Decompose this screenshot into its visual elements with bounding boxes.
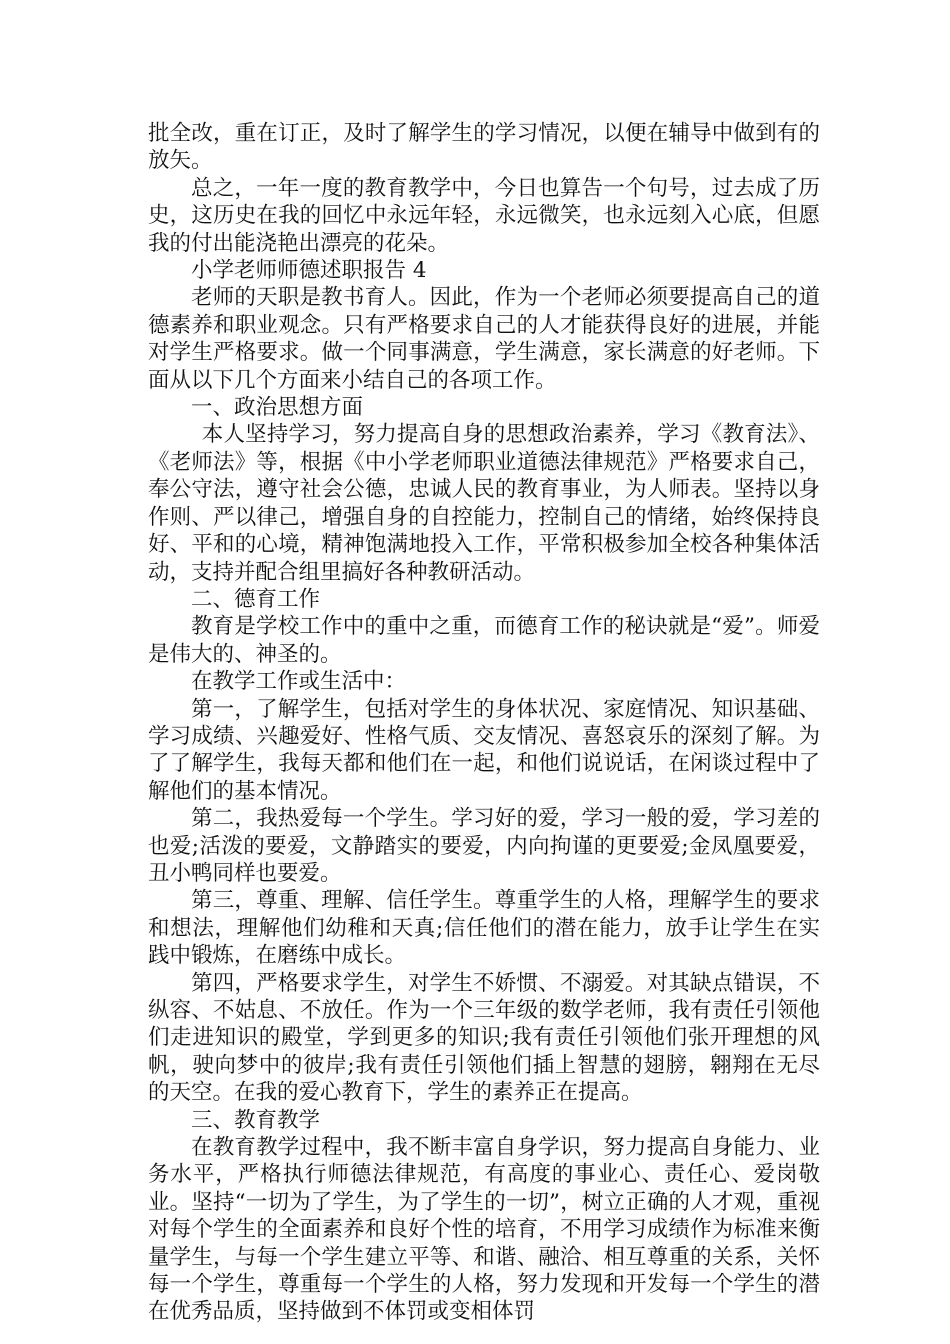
document-page <box>148 120 820 1326</box>
paragraph-continuation: 批全改，重在订正，及时了解学生的学习情况，以便在辅导中做到有的放矢。 <box>148 121 820 174</box>
paragraph-moral-intro: 教育是学校工作中的重中之重，而德育工作的秘诀就是“爱”。师爱是伟大的、神圣的。 <box>148 614 820 667</box>
paragraph-first: 第一，了解学生，包括对学生的身体状况、家庭情况、知识基础、学习成绩、兴趣爱好、性格气质、交友情况、喜怒哀乐的深刻了解。为了了解学生，我每天都和他们在一起，和他们说说话，在闲谈过程中了解他们的基本情况。 <box>148 696 820 804</box>
section-heading-teaching: 三、教育教学 <box>191 1107 321 1133</box>
paragraph-conclusion: 总之，一年一度的教育教学中，今日也算告一个句号，过去成了历史，这历史在我的回忆中永远年轻，永远微笑，也永远刻入心底，但愿我的付出能浇艳出漂亮的花朵。 <box>148 175 820 256</box>
report-title: 小学老师师德述职报告 4 <box>191 258 427 284</box>
paragraph-politics: 本人坚持学习，努力提高自身的思想政治素养，学习《教育法》、《老师法》等，根据《中小学老师职业道德法律规范》严格要求自己，奉公守法，遵守社会公德，忠诚人民的教育事业，为人师表。坚持以身作则、严以律己，增强自身的自控能力，控制自己的情绪，始终保持良好、平和的心境，精神饱满地投入工作，平常积极参加全校各种集体活动，支持并配合组里搞好各种教研活动。 <box>148 422 820 585</box>
paragraph-intro: 老师的天职是教书育人。因此，作为一个老师必须要提高自己的道德素养和职业观念。只有严格要求自己的人才能获得良好的进展，并能对学生严格要求。做一个同事满意，学生满意，家长满意的好老师。下面从以下几个方面来小结自己的各项工作。 <box>148 285 820 393</box>
paragraph-work-life: 在教学工作或生活中： <box>191 669 407 695</box>
paragraph-teaching: 在教育教学过程中，我不断丰富自身学识，努力提高自身能力、业务水平，严格执行师德法律规范，有高度的事业心、责任心、爱岗敬业。坚持“一切为了学生，为了学生的一切”，树立正确的人才观，重视对每个学生的全面素养和良好个性的培育，不用学习成绩作为标准来衡量学生，与每一个学生建立平等、和谐、融洽、相互尊重的关系，关怀每一个学生，尊重每一个学生的人格，努力发现和开发每一个学生的潜在优秀品质，坚持做到不体罚或变相体罚 <box>148 1135 820 1325</box>
paragraph-third: 第三，尊重、理解、信任学生。尊重学生的人格，理解学生的要求和想法，理解他们幼稚和天真;信任他们的潜在能力，放手让学生在实践中锻炼，在磨练中成长。 <box>148 888 820 969</box>
paragraph-second: 第二，我热爱每一个学生。学习好的爱，学习一般的爱，学习差的也爱;活泼的要爱，文静踏实的要爱，内向拘谨的更要爱;金凤凰要爱，丑小鸭同样也要爱。 <box>148 806 820 886</box>
section-heading-moral: 二、德育工作 <box>191 586 321 612</box>
section-heading-politics: 一、政治思想方面 <box>191 395 364 421</box>
paragraph-fourth: 第四，严格要求学生，对学生不娇惯、不溺爱。对其缺点错误，不纵容、不姑息、不放任。作为一个三年级的数学老师，我有责任引领他们走进知识的殿堂，学到更多的知识;我有责任引领他们张开理想的风帆，驶向梦中的彼岸;我有责任引领他们插上智慧的翅膀，翱翔在无尽的天空。在我的爱心教育下，学生的素养正在提高。 <box>148 970 820 1106</box>
